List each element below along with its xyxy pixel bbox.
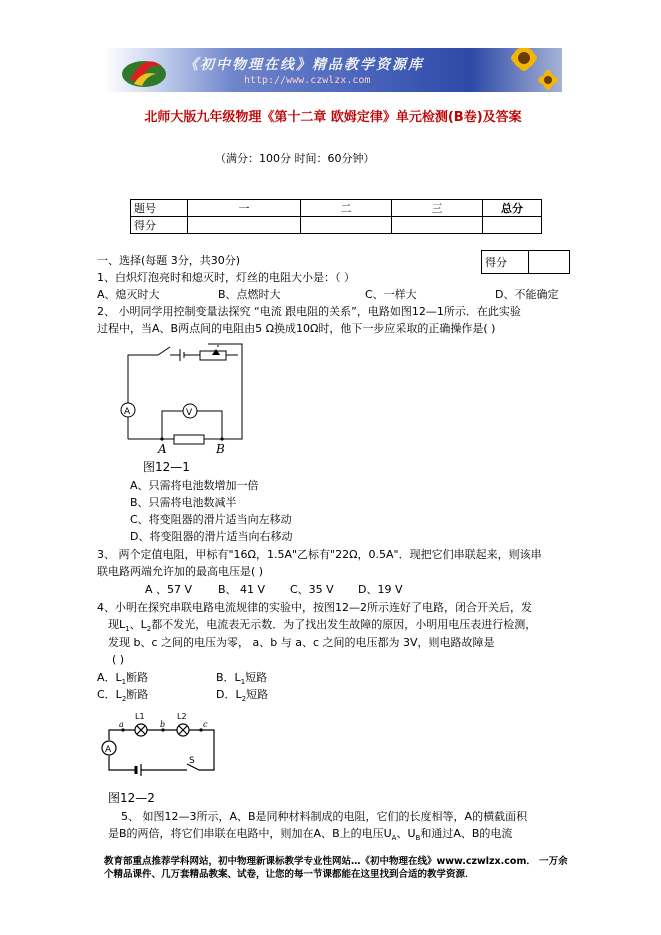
score-table-header-row — [131, 200, 542, 217]
q3-option-b: B、 41 V — [218, 583, 266, 596]
point-b-label: b — [160, 720, 166, 729]
section-heading: 一、选择(每题 3分，共30分) — [97, 254, 241, 267]
q4-option-a: A．$L_1$断路 — [97, 671, 149, 687]
footer-line: 教育部重点推荐学科网站，初中物理新课标教学专业性网站…《初中物理在线》www.czwlzx.com． 一万余 — [104, 856, 568, 867]
score-cell[interactable] — [301, 217, 392, 234]
point-a-label: A — [158, 442, 167, 455]
q4-option-c: C．$L_2$断路 — [97, 688, 149, 704]
header-cell: 题号 — [131, 200, 188, 217]
exam-info: （满分：100分 时间：60分钟） — [215, 152, 375, 165]
q1-option-a: A、熄灭时大 — [97, 288, 160, 301]
header-cell: 总分 — [483, 200, 542, 217]
q2-option-b: B、只需将电池数减半 — [130, 496, 237, 509]
q4-line3: 发现 b、c 之间的电压为零， a、b 与 a、c 之间的电压都为 3V，则电路故障是 — [108, 636, 495, 649]
score-table-row — [131, 217, 542, 234]
q3-option-a: A 、57 V — [145, 583, 193, 596]
q3-line2: 联电路两端允许加的最高电压是( ) — [97, 565, 264, 578]
score-table — [130, 199, 542, 234]
q2-line1: 2、 小明同学用控制变量法探究 “电流 跟电阻的关系”，电路如图12—1所示．在此实验 — [97, 305, 521, 318]
q5-line2: 是B的两倍，将它们串联在电路中，则加在A、B上的电压$U_A$、$U_B$和通过A、B的电流 — [108, 827, 513, 843]
header-cell: 三 — [392, 200, 483, 217]
q1-option-d: D、不能确定 — [495, 288, 559, 301]
q2-line2: 过程中，当A、B两点间的电阻由5 Ω换成10Ω时，他下一步应采取的正确操作是( ) — [97, 322, 496, 335]
q2-option-a: A、只需将电池数增加一倍 — [130, 479, 259, 492]
figure-caption-12-2: 图12—2 — [108, 791, 155, 805]
q4-option-d: D．$L_2$短路 — [216, 688, 269, 704]
score-box-cell[interactable] — [529, 251, 570, 274]
banner-title: 《初中物理在线》精品教学资源库 — [184, 57, 424, 73]
circuit-diagram-12-1 — [118, 343, 248, 455]
figure-caption-12-1: 图12—1 — [143, 460, 190, 474]
lamp-l2-label: L2 — [177, 712, 187, 721]
q3-line1: 3、 两个定值电阻，甲标有"16Ω，1.5A"乙标有"22Ω，0.5A"．现把它们串联起来，则该串 — [97, 548, 542, 561]
point-c-label: c — [203, 720, 208, 729]
circuit-diagram-12-2 — [101, 710, 221, 778]
lamp-l1-label: L1 — [135, 712, 145, 721]
point-b-label: B — [216, 442, 225, 455]
q4-line4: ( ) — [112, 653, 125, 666]
q1-option-b: B、点燃时大 — [218, 288, 281, 301]
q3-option-c: C、35 V — [290, 583, 334, 596]
score-cell[interactable] — [188, 217, 301, 234]
q2-option-c: C、将变阻器的滑片适当向左移动 — [130, 513, 292, 526]
score-box — [481, 250, 570, 274]
q3-option-d: D、19 V — [358, 583, 403, 596]
header-cell: 二 — [301, 200, 392, 217]
q5-line1: 5、 如图12—3所示，A、B是同种材料制成的电阻，它们的长度相等，A的横截面积 — [121, 810, 528, 823]
sunflower-icon — [484, 48, 562, 92]
q1-stem: 1、白炽灯泡亮时和熄灭时，灯丝的电阻大小是：（ ） — [97, 271, 355, 284]
footer-line: 个精品课件、几万套精品教案、试卷，让您的每一节课都能在这里找到合适的教学资源． — [104, 869, 475, 880]
banner-url[interactable]: http://www.czwlzx.com — [244, 75, 371, 86]
point-a-label: a — [119, 720, 124, 729]
row-label: 得分 — [131, 217, 188, 234]
page-footer — [104, 855, 574, 881]
q1-option-c: C、一样大 — [365, 288, 417, 301]
score-box-label: 得分 — [482, 251, 529, 274]
ammeter-label: A — [124, 407, 131, 417]
score-cell[interactable] — [392, 217, 483, 234]
ammeter-label: A — [105, 745, 112, 755]
q4-line2: 现$L_1$、$L_2$都不发光，电流表无示数．为了找出发生故障的原因，小明用电压表进行检测， — [108, 618, 537, 634]
score-cell[interactable] — [483, 217, 542, 234]
voltmeter-label: V — [186, 408, 193, 418]
q4-option-b: B．$L_1$短路 — [216, 671, 268, 687]
header-cell: 一 — [188, 200, 301, 217]
q4-line1: 4、小明在探究串联电路电流规律的实验中，按图12—2所示连好了电路，闭合开关后，发 — [97, 601, 532, 614]
header-banner — [104, 48, 562, 92]
q2-option-d: D、将变阻器的滑片适当向右移动 — [130, 530, 293, 543]
switch-label: S — [189, 756, 195, 766]
document-title: 北师大版九年级物理《第十二章 欧姆定律》单元检测(B卷)及答案 — [144, 110, 522, 125]
